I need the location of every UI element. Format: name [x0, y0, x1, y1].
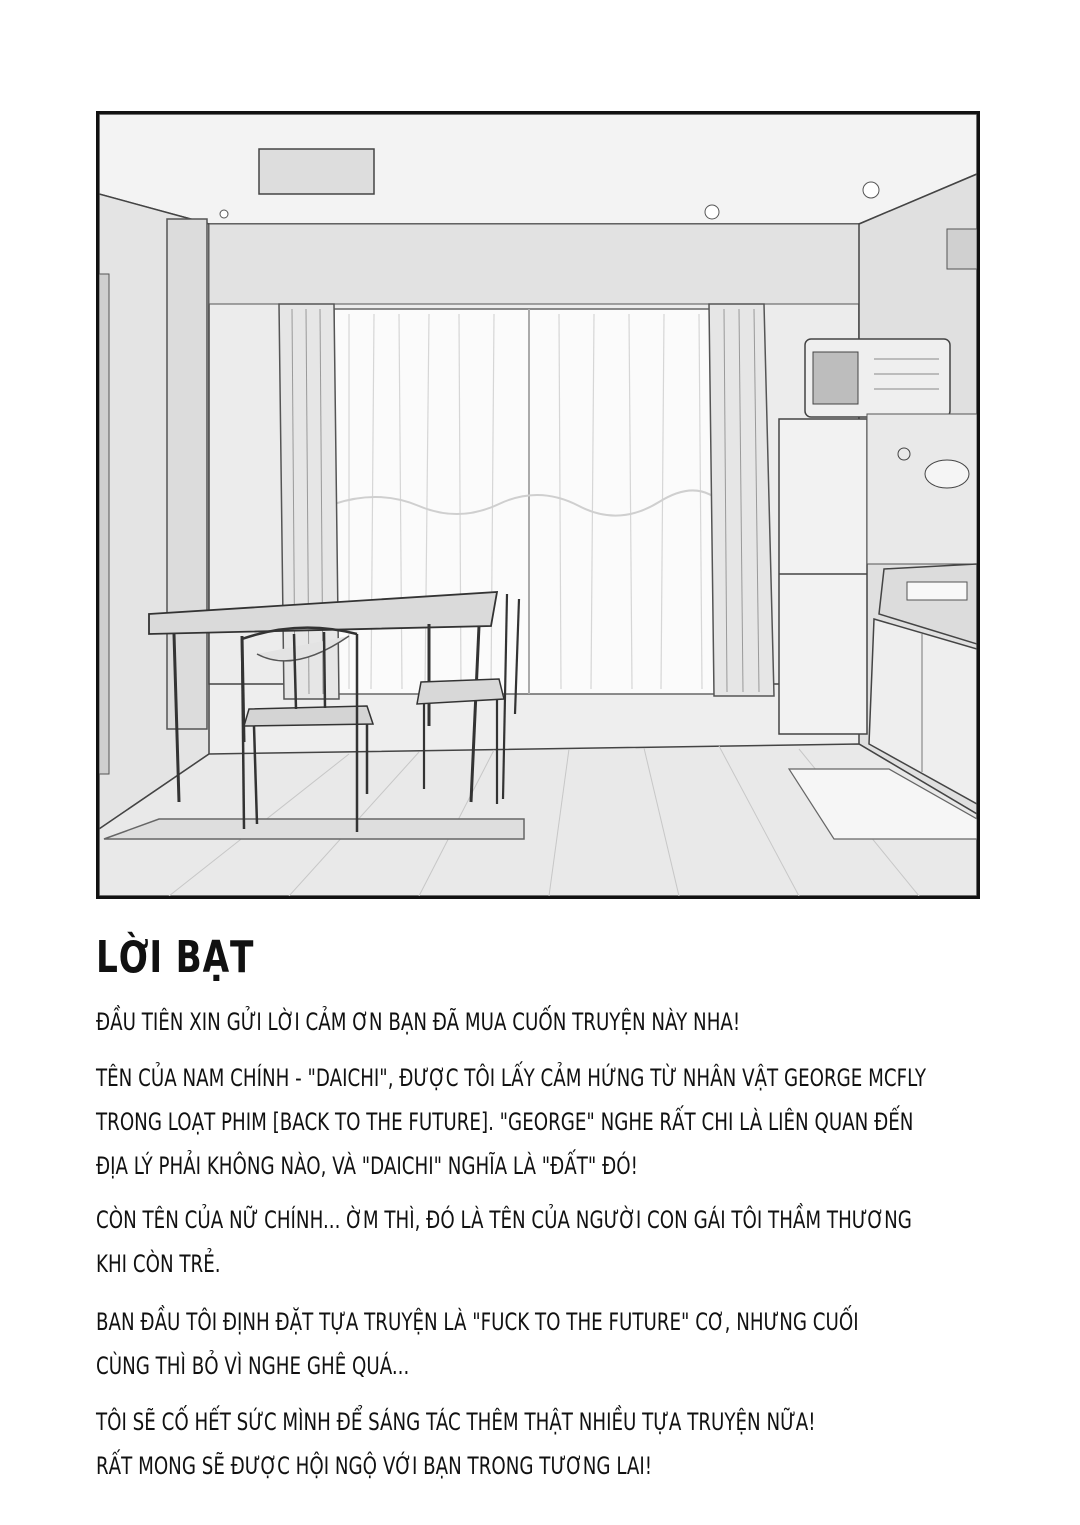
refrigerator — [779, 419, 867, 734]
afterword-paragraph-1 — [96, 1000, 740, 1044]
paragraph-line: RẤT MONG SẼ ĐƯỢC HỘI NGỘ VỚI BẠN TRONG TƯƠNG LAI! — [96, 1452, 653, 1480]
paragraph-line: CÒN TÊN CỦA NỮ CHÍNH... ỜM THÌ, ĐÓ LÀ TÊN CỦA NGƯỜI CON GÁI TÔI THẦM THƯƠNG — [96, 1206, 912, 1234]
dining-rug — [104, 819, 524, 839]
paragraph-line: TÔI SẼ CỐ HẾT SỨC MÌNH ĐỂ SÁNG TÁC THÊM THẬT NHIỀU TỰA TRUYỆN NỮA! — [96, 1408, 816, 1436]
paragraph-line: CÙNG THÌ BỎ VÌ NGHE GHÊ QUÁ... — [96, 1352, 410, 1380]
afterword-paragraph-2 — [96, 1056, 926, 1188]
afterword-title: LỜI BẠT — [96, 932, 255, 983]
paragraph-line: ĐỊA LÝ PHẢI KHÔNG NÀO, VÀ "DAICHI" NGHĨA LÀ "ĐẤT" ĐÓ! — [96, 1152, 638, 1180]
right-curtain — [709, 304, 774, 696]
paragraph-line: ĐẦU TIÊN XIN GỬI LỜI CẢM ƠN BẠN ĐÃ MUA CUỐN TRUYỆN NÀY NHA! — [96, 1008, 741, 1036]
room-illustration-panel — [96, 111, 980, 899]
paragraph-line: KHI CÒN TRẺ. — [96, 1250, 221, 1278]
afterword-paragraph-5 — [96, 1400, 816, 1488]
afterword-paragraph-4 — [96, 1300, 859, 1388]
paragraph-line: TRONG LOẠT PHIM [BACK TO THE FUTURE]. "GEORGE" NGHE RẤT CHI LÀ LIÊN QUAN ĐẾN — [96, 1108, 914, 1136]
ceiling-light — [259, 149, 374, 194]
paragraph-line: TÊN CỦA NAM CHÍNH - "DAICHI", ĐƯỢC TÔI LẤY CẢM HỨNG TỪ NHÂN VẬT GEORGE MCFLY — [96, 1064, 926, 1092]
front-chair — [244, 706, 373, 726]
back-chair — [417, 679, 504, 704]
paragraph-line: BAN ĐẦU TÔI ĐỊNH ĐẶT TỰA TRUYỆN LÀ "FUCK TO THE FUTURE" CƠ, NHƯNG CUỐI — [96, 1308, 859, 1336]
afterword-paragraph-3 — [96, 1198, 912, 1286]
room-illustration — [99, 114, 977, 896]
